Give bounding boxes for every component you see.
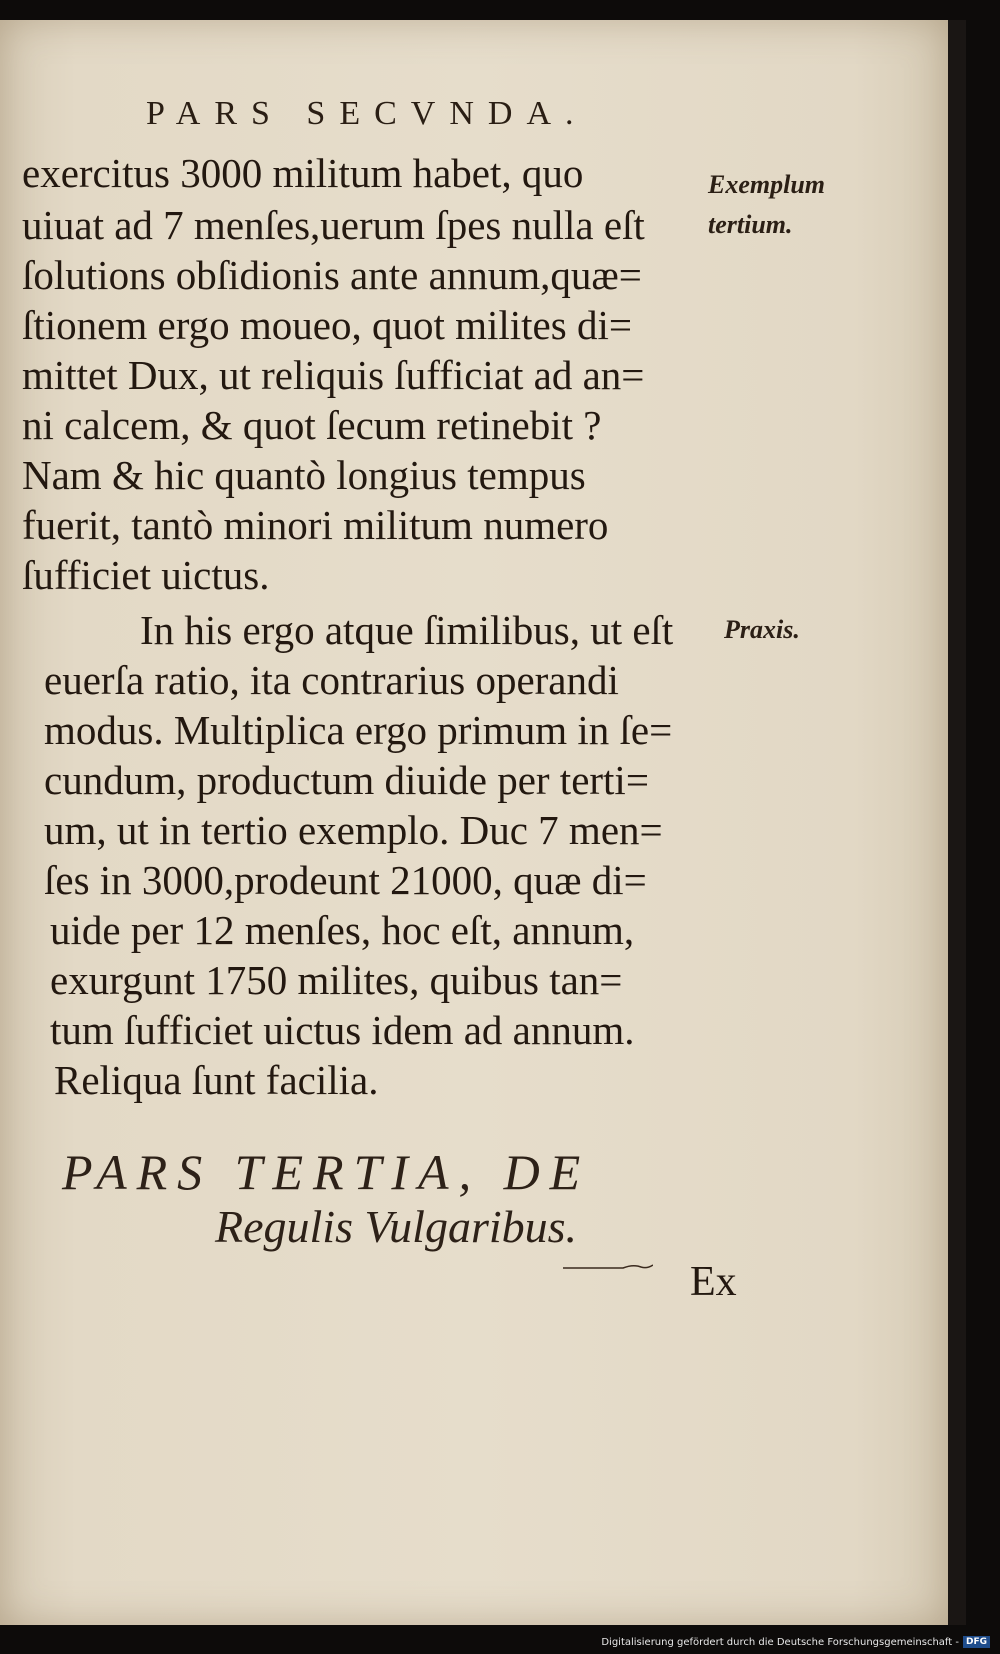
text-line: um, ut in tertio exemplo. Duc 7 men= [44,807,663,853]
text-line: modus. Multiplica ergo primum in ſe= [44,707,673,753]
section-subtitle: Regulis Vulgaribus. [215,1201,578,1252]
text-line: Nam & hic quantò longius tempus [22,452,586,498]
text-line: ni calcem, & quot ſecum retinebit ? [22,402,602,448]
page-edge [948,20,966,1625]
digitization-credit [601,1634,990,1650]
text-line: ſes in 3000,prodeunt 21000, quæ di= [44,857,647,903]
credit-text: Digitalisierung gefördert durch die Deutsche Forschungsgemeinschaft - [601,1636,959,1648]
text-line: ſolutions obſidionis ante annum,quæ= [22,252,642,298]
text-line: tum ſufficiet uictus idem ad annum. [50,1007,635,1053]
text-line: exurgunt 1750 milites, quibus tan= [50,957,623,1003]
section-title: PARS TERTIA, DE [62,1144,591,1200]
catchword: Ex [690,1259,737,1305]
text-line: uiuat ad 7 menſes,uerum ſpes nulla eſt [22,202,645,248]
margin-note-exemplum: Exemplum [708,170,826,199]
text-line: euerſa ratio, ita contrarius operandi [44,657,619,703]
margin-note-tertium: tertium. [708,210,793,239]
running-head: PARS SECVNDA. [146,95,588,132]
text-line: ſufficiet uictus. [22,552,270,598]
dfg-logo: DFG [963,1636,990,1648]
text-line: fuerit, tantò minori militum numero [22,502,609,548]
text-line: Reliqua ſunt facilia. [54,1057,379,1103]
text-line: exercitus 3000 militum habet, quo [22,150,584,196]
text-line: ſtionem ergo moueo, quot milites di= [22,302,632,348]
paragraph-first-line: In his ergo atque ſimilibus, ut eſt [140,607,674,653]
text-line: cundum, productum diuide per terti= [44,757,649,803]
text-line: mittet Dux, ut reliquis ſufficiat ad an= [22,352,645,398]
text-line: uide per 12 menſes, hoc eſt, annum, [50,907,635,953]
flourish-ornament [563,1262,653,1272]
margin-note-praxis: Praxis. [724,615,800,644]
